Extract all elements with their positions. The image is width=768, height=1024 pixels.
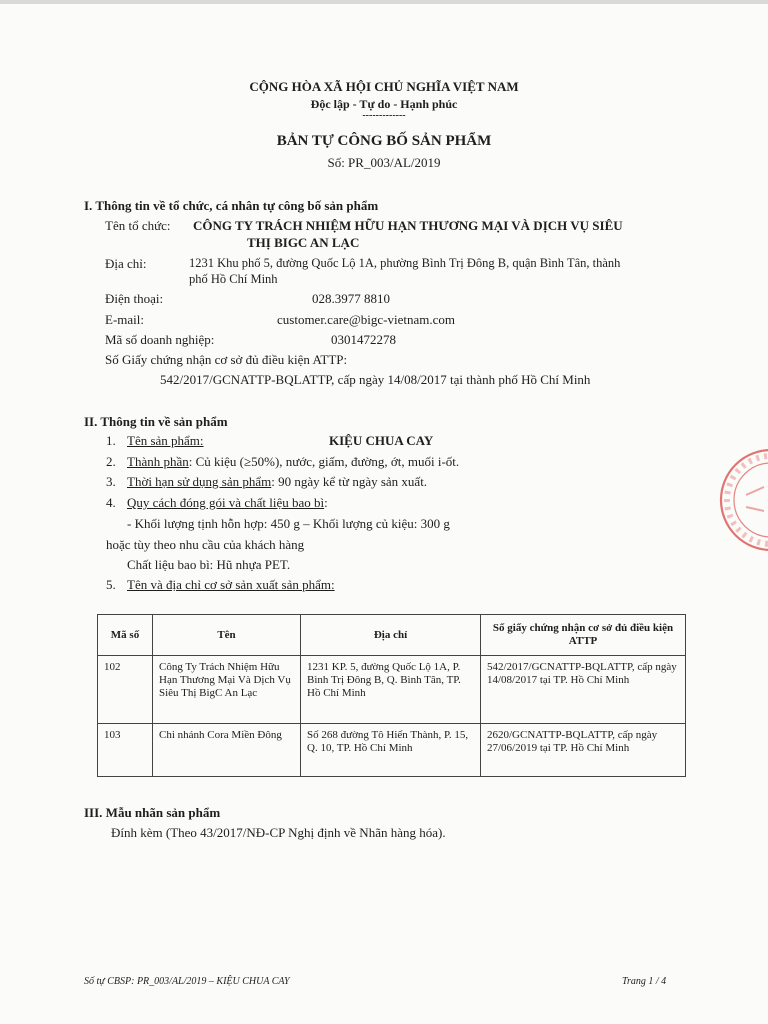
section-2-heading: II. Thông tin về sản phẩm bbox=[84, 414, 228, 429]
cert-value: 542/2017/GCNATTP-BQLATTP, cấp ngày 14/08/2017 tại thành phố Hồ Chí Minh bbox=[160, 372, 591, 387]
item-3-label: Thời hạn sử dụng sản phẩm bbox=[127, 474, 272, 489]
address-line1: 1231 Khu phố 5, đường Quốc Lộ 1A, phường Bình Trị Đông B, quận Bình Tân, thành bbox=[189, 256, 621, 270]
email-value: customer.care@bigc-vietnam.com bbox=[277, 312, 456, 327]
address-label: Địa chỉ: bbox=[105, 256, 147, 271]
cell-name: Chi nhánh Cora Miền Đông bbox=[153, 724, 301, 777]
cell-address: Số 268 đường Tô Hiến Thành, P. 15, Q. 10, TP. Hồ Chí Minh bbox=[301, 724, 481, 777]
document-title: BẢN TỰ CÔNG BỐ SẢN PHẨM bbox=[276, 133, 492, 149]
item-5-number: 5. bbox=[106, 577, 116, 592]
section-3-body: Đính kèm (Theo 43/2017/NĐ-CP Nghị định về Nhãn hàng hóa). bbox=[111, 825, 446, 840]
phone-label: Điện thoại: bbox=[105, 291, 164, 306]
email-label: E-mail: bbox=[105, 312, 144, 327]
cell-code: 102 bbox=[98, 656, 153, 724]
shelf-life-value: : 90 ngày kể từ ngày sản xuất. bbox=[271, 474, 428, 489]
item-5-label: Tên và địa chỉ cơ sở sản xuất sản phẩm: bbox=[127, 577, 335, 592]
cell-address: 1231 KP. 5, đường Quốc Lộ 1A, P. Bình Trị Đông B, Q. Bình Tân, TP. Hồ Chí Minh bbox=[301, 656, 481, 724]
footer-page-number: Trang 1 / 4 bbox=[622, 976, 667, 987]
item-3-number: 3. bbox=[106, 474, 116, 489]
company-stamp bbox=[716, 425, 768, 575]
table-row bbox=[98, 724, 686, 777]
item-4-number: 4. bbox=[106, 495, 116, 510]
weight-line: - Khối lượng tịnh hỗn hợp: 450 g – Khối lượng củ kiệu: 300 g bbox=[127, 516, 450, 531]
document-number: Số: PR_003/AL/2019 bbox=[327, 155, 441, 170]
stamp-inner-ring bbox=[734, 463, 768, 537]
col-header-code: Mã số bbox=[98, 615, 153, 656]
item-1-label: Tên sản phẩm: bbox=[127, 433, 204, 448]
cell-cert: 542/2017/GCNATTP-BQLATTP, cấp ngày 14/08/2017 tại TP. Hồ Chí Minh bbox=[481, 656, 686, 724]
tax-value: 0301472278 bbox=[331, 332, 396, 347]
country-heading: CỘNG HÒA XÃ HỘI CHỦ NGHĨA VIỆT NAM bbox=[249, 79, 519, 94]
motto: Độc lập - Tự do - Hạnh phúc bbox=[310, 97, 458, 111]
item-4-label: Quy cách đóng gói và chất liệu bao bì bbox=[127, 495, 325, 510]
product-name: KIỆU CHUA CAY bbox=[329, 433, 434, 448]
table-row bbox=[98, 656, 686, 724]
ingredients-line bbox=[127, 454, 459, 470]
cell-name: Công Ty Trách Nhiệm Hữu Hạn Thương Mại Và Dịch Vụ Siêu Thị BigC An Lạc bbox=[153, 656, 301, 724]
page-top-border bbox=[0, 0, 768, 4]
phone-value: 028.3977 8810 bbox=[312, 291, 390, 306]
stamp-center-marks bbox=[746, 487, 764, 511]
section-3-heading: III. Mẫu nhãn sản phẩm bbox=[84, 805, 221, 820]
org-name-line2: THỊ BIGC AN LẠC bbox=[247, 235, 360, 250]
divider: ------------- bbox=[362, 110, 406, 121]
item-1-number: 1. bbox=[106, 433, 116, 448]
org-label: Tên tổ chức: bbox=[105, 218, 171, 233]
shelf-life-line bbox=[127, 474, 427, 490]
item-2-label: Thành phần bbox=[127, 454, 189, 469]
org-name-line1: CÔNG TY TRÁCH NHIỆM HỮU HẠN THƯƠNG MẠI VÀ DỊCH VỤ SIÊU bbox=[193, 218, 623, 233]
col-header-address: Địa chỉ bbox=[301, 615, 481, 656]
table-header-row bbox=[98, 615, 686, 656]
cell-code: 103 bbox=[98, 724, 153, 777]
col-header-name: Tên bbox=[153, 615, 301, 656]
section-1-heading: I. Thông tin về tổ chức, cá nhân tự công bố sản phẩm bbox=[84, 198, 379, 213]
ingredients-value: : Củ kiệu (≥50%), nước, giấm, đường, ớt, muối i-ốt. bbox=[188, 454, 460, 469]
cert-label: Số Giấy chứng nhận cơ sở đủ điều kiện ATTP: bbox=[105, 352, 348, 367]
producer-table bbox=[97, 614, 686, 777]
item-2-number: 2. bbox=[106, 454, 116, 469]
footer-reference: Số tự CBSP: PR_003/AL/2019 – KIỆU CHUA CAY bbox=[84, 976, 290, 987]
col-header-cert: Số giấy chứng nhận cơ sở đủ điều kiện ATTP bbox=[481, 615, 686, 656]
tax-label: Mã số doanh nghiệp: bbox=[105, 332, 215, 347]
item-4-colon: : bbox=[324, 495, 328, 510]
address-line2: phố Hồ Chí Minh bbox=[189, 272, 278, 286]
material-line: Chất liệu bao bì: Hũ nhựa PET. bbox=[127, 557, 291, 572]
packaging-line bbox=[127, 495, 328, 511]
stamp-text-band bbox=[727, 456, 768, 544]
cell-cert: 2620/GCNATTP-BQLATTP, cấp ngày 27/06/2019 tại TP. Hồ Chí Minh bbox=[481, 724, 686, 777]
demand-line: hoặc tùy theo nhu cầu của khách hàng bbox=[106, 537, 305, 552]
